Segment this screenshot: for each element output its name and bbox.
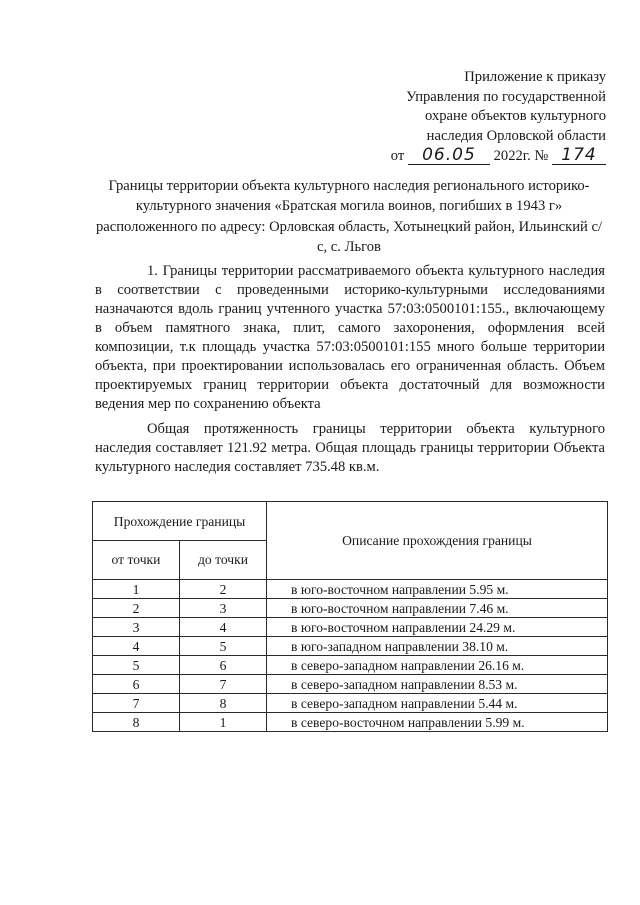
cell-from: 5 <box>93 656 180 675</box>
paragraph-1: 1. Границы территории рассматриваемого объекта культурного наследия в соответствии с проведенными историко-культурными исследованиями назначаются вдоль границ учтенного участка 57:03:0500101:155., включающему в объем памятного знака, плит, самого захоронения, оформления всей композиции, т.к площадь участка 57:03:0500101:155 много больше территории объекта, при проектировании использовалась его ограниченная область. Объем проектируемых границ территории объекта достаточный для возможности ведения мер по сохранению объекта <box>95 263 605 412</box>
cell-to: 2 <box>180 580 267 599</box>
header-boundary-passage: Прохождение границы <box>93 502 267 541</box>
cell-to: 7 <box>180 675 267 694</box>
table-row <box>93 599 608 618</box>
cell-description: в юго-восточном направлении 5.95 м. <box>267 580 608 599</box>
table-row <box>93 656 608 675</box>
cell-to: 3 <box>180 599 267 618</box>
table-row <box>93 713 608 732</box>
annex-line-3: охране объектов культурного <box>425 108 606 124</box>
cell-from: 6 <box>93 675 180 694</box>
table-row <box>93 694 608 713</box>
cell-from: 8 <box>93 713 180 732</box>
cell-to: 4 <box>180 618 267 637</box>
cell-description: в северо-восточном направлении 5.99 м. <box>267 713 608 732</box>
date-prefix: от <box>390 148 405 164</box>
handwritten-order-number: 174 <box>552 146 606 165</box>
annex-line-1: Приложение к приказу <box>464 69 606 85</box>
boundary-table <box>92 501 608 732</box>
annex-header <box>306 68 606 167</box>
cell-description: в северо-западном направлении 5.44 м. <box>267 694 608 713</box>
cell-description: в юго-восточном направлении 7.46 м. <box>267 599 608 618</box>
annex-line-2: Управления по государственной <box>406 88 606 105</box>
cell-description: в северо-западном направлении 8.53 м. <box>267 675 608 694</box>
cell-to: 8 <box>180 694 267 713</box>
table-row <box>93 637 608 656</box>
cell-to: 6 <box>180 656 267 675</box>
paragraph-2: Общая протяженность границы территории объекта культурного наследия составляет 121.92 метра. Общая площадь границы территории Объекта культурного наследия составляет 735.48 кв.м. <box>95 421 605 475</box>
annex-date-line <box>306 146 606 167</box>
document-body <box>95 262 605 477</box>
table-row <box>93 580 608 599</box>
order-year: 2022г. № <box>493 148 549 164</box>
table-row <box>93 675 608 694</box>
handwritten-date: 06.05 <box>408 146 490 165</box>
cell-description: в северо-западном направлении 26.16 м. <box>267 656 608 675</box>
document-title: Границы территории объекта культурного наследия регионального историко-культурного значения «Братская могила воинов, погибших в 1943 г» расположенного по адресу: Орловская область, Хотынецкий район, Ильинский с/с, с. Льгов <box>95 178 603 255</box>
cell-from: 3 <box>93 618 180 637</box>
cell-description: в юго-западном направлении 38.10 м. <box>267 637 608 656</box>
cell-description: в юго-восточном направлении 24.29 м. <box>267 618 608 637</box>
header-description: Описание прохождения границы <box>267 502 608 580</box>
cell-from: 7 <box>93 694 180 713</box>
header-from-point: от точки <box>93 541 180 580</box>
table-row <box>93 618 608 637</box>
annex-line-4: наследия Орловской области <box>426 127 606 144</box>
cell-to: 1 <box>180 713 267 732</box>
header-to-point: до точки <box>180 541 267 580</box>
cell-from: 4 <box>93 637 180 656</box>
cell-to: 5 <box>180 637 267 656</box>
cell-from: 2 <box>93 599 180 618</box>
cell-from: 1 <box>93 580 180 599</box>
